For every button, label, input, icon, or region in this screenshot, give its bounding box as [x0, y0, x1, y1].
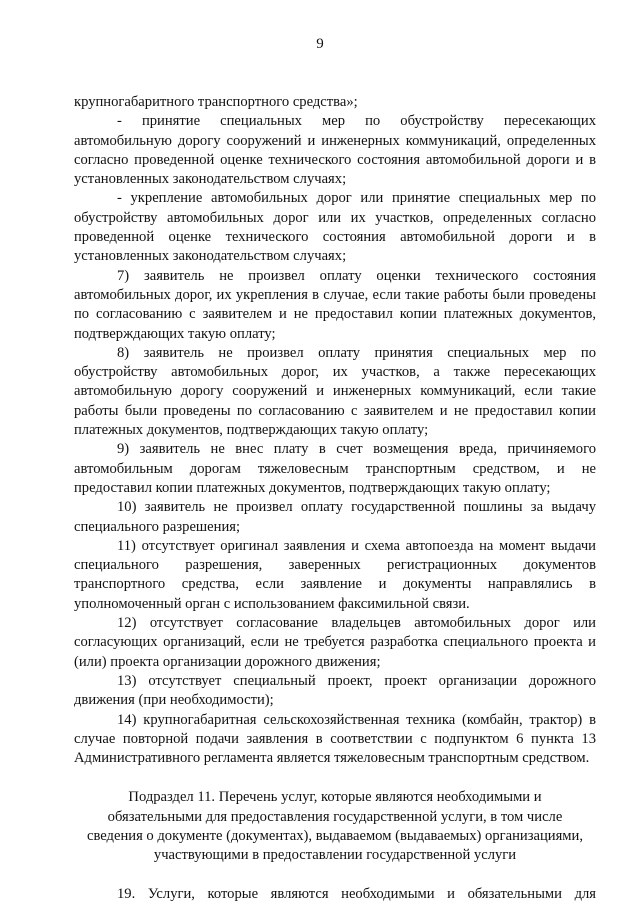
- subsection-heading-line: сведения о документе (документах), выдаваемом (выдаваемых) организациями,: [86, 827, 583, 844]
- subsection-heading-line: участвующими в предоставлении государственной услуги: [153, 847, 517, 864]
- page-number: 9: [316, 36, 324, 52]
- subsection-heading-line: обязательными для предоставления государственной услуги, в том числе: [107, 808, 563, 825]
- paragraph-item-12: 12) отсутствует согласование владельцев автомобильных дорог или согласующих организаций, если не требуется разработка специального проекта и (или) проекта организации дорожного движения;: [74, 615, 596, 670]
- paragraph-bullet-road-strengthening: - укрепление автомобильных дорог или принятие специальных мер по обустройству автомобильных дорог или их участков, определенных согласно проведенной оценке технического состояния автомобильной дороги и в установленных законодательством случаях;: [74, 190, 596, 265]
- paragraph-bullet-crossing-structures: - принятие специальных мер по обустройству пересекающих автомобильную дорогу сооружений и инженерных коммуникаций, определенных согласно проведенной оценке технического состояния автомобильной дороги и в установленных законодательством случаях;: [74, 113, 596, 188]
- paragraph-item-11: 11) отсутствует оригинал заявления и схема автопоезда на момент выдачи специального разрешения, заверенных регистрационных документов транспортного средства, если заявление и документы направлялись в уполномоченный орган с использованием факсимильной связи.: [74, 537, 596, 612]
- document-body: [74, 93, 596, 904]
- paragraph-item-9: 9) заявитель не внес плату в счет возмещения вреда, причиняемого автомобильным дорогам тяжеловесным транспортным средством, и не предоставил копии платежных документов, подтверждающих такую оплату;: [74, 441, 596, 496]
- paragraph-item-19: 19. Услуги, которые являются необходимыми и обязательными для: [117, 885, 596, 902]
- paragraph-item-14: 14) крупногабаритная сельскохозяйственная техника (комбайн, трактор) в случае повторной подачи заявления в соответствии с подпунктом 6 пункта 13 Административного регламента является тяжеловесным транспортным средством.: [74, 711, 596, 767]
- subsection-heading-line: Подраздел 11. Перечень услуг, которые являются необходимыми и: [128, 789, 542, 806]
- paragraph-item-8: 8) заявитель не произвел оплату принятия специальных мер по обустройству автомобильных дорог, их участков, а также пересекающих автомобильную дорогу сооружений и инженерных коммуникаций, если такие работы были проведены по согласованию с заявителем и не предоставил копии платежных документов, подтверждающих такую оплату;: [74, 344, 596, 439]
- paragraph-continuation: крупногабаритного транспортного средства»;: [74, 94, 358, 110]
- paragraph-item-10: 10) заявитель не произвел оплату государственной пошлины за выдачу специального разрешения;: [74, 499, 596, 535]
- paragraph-item-13: 13) отсутствует специальный проект, проект организации дорожного движения (при необходимости);: [74, 672, 596, 709]
- paragraph-item-7: 7) заявитель не произвел оплату оценки технического состояния автомобильных дорог, их укрепления в случае, если такие работы были проведены по согласованию с заявителем и не предоставил копии платежных документов, подтверждающих такую оплату;: [74, 267, 596, 342]
- subsection-heading: [74, 788, 596, 865]
